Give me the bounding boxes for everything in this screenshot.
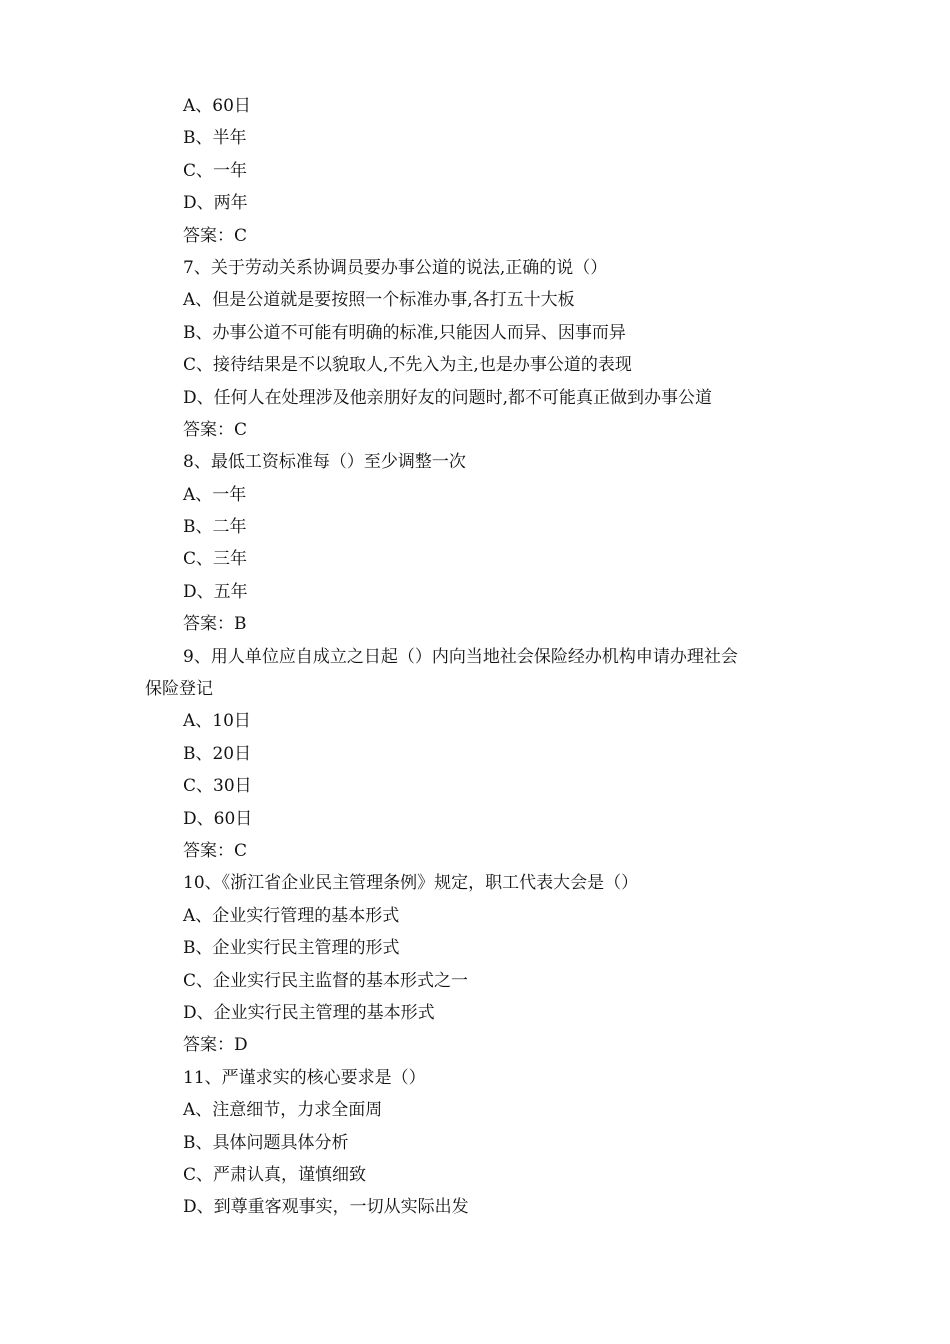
answer-option: D、到尊重客观事实，一切从实际出发	[183, 1197, 469, 1218]
question-text-continued: 保险登记	[145, 679, 213, 700]
answer-option: D、两年	[183, 193, 248, 214]
question-text: 7、关于劳动关系协调员要办事公道的说法,正确的说（）	[183, 257, 608, 278]
document-body	[145, 90, 815, 1224]
answer-option: A、企业实行管理的基本形式	[183, 905, 400, 926]
answer-option: C、企业实行民主监督的基本形式之一	[183, 970, 469, 991]
answer-option: B、二年	[183, 517, 247, 538]
answer-key: 答案：C	[183, 225, 248, 246]
answer-option: B、办事公道不可能有明确的标准,只能因人而异、因事而异	[183, 322, 626, 343]
answer-option: D、60日	[183, 808, 253, 829]
answer-option: C、严肃认真，谨慎细致	[183, 1164, 367, 1185]
answer-option: A、注意细节，力求全面周	[183, 1100, 383, 1121]
answer-option: C、一年	[183, 160, 248, 181]
question-text: 10、《浙江省企业民主管理条例》规定，职工代表大会是（）	[183, 873, 639, 894]
answer-option: C、30日	[183, 776, 252, 797]
answer-option: C、接待结果是不以貌取人,不先入为主,也是办事公道的表现	[183, 355, 632, 376]
answer-option: C、三年	[183, 549, 248, 570]
answer-option: D、五年	[183, 581, 248, 602]
answer-key: 答案：C	[183, 419, 248, 440]
answer-option: A、60日	[183, 96, 251, 116]
question-text: 8、最低工资标准每（）至少调整一次	[183, 452, 466, 473]
answer-option: B、企业实行民主管理的形式	[183, 938, 400, 959]
answer-option: A、一年	[183, 484, 247, 505]
answer-option: B、具体问题具体分析	[183, 1132, 349, 1153]
answer-option: A、但是公道就是要按照一个标准办事,各打五十大板	[183, 290, 575, 311]
answer-option: D、任何人在处理涉及他亲朋好友的问题时,都不可能真正做到办事公道	[183, 387, 713, 408]
answer-option: B、20日	[183, 743, 252, 764]
answer-key: 答案：D	[183, 1035, 248, 1056]
answer-key: 答案：B	[183, 614, 247, 635]
question-text: 9、用人单位应自成立之日起（）内向当地社会保险经办机构申请办理社会	[183, 646, 738, 667]
answer-option: D、企业实行民主管理的基本形式	[183, 1002, 435, 1023]
answer-option: B、半年	[183, 128, 247, 149]
answer-option: A、10日	[183, 711, 251, 732]
question-text: 11、严谨求实的核心要求是（）	[183, 1067, 426, 1088]
answer-key: 答案：C	[183, 840, 248, 861]
